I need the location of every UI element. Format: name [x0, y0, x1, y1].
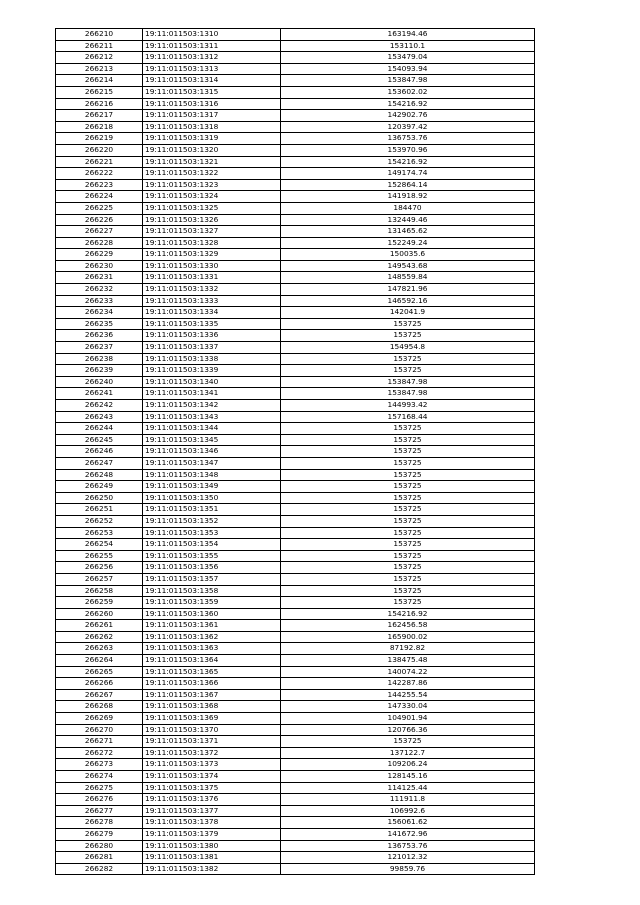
value-cell: 153602.02 [281, 86, 535, 98]
row-number-cell: 266255 [56, 550, 143, 562]
cadastral-number-cell: 19:11:011503:1318 [143, 121, 281, 133]
cadastral-number-cell: 19:11:011503:1374 [143, 771, 281, 783]
table-row [56, 550, 535, 562]
value-cell: 140074.22 [281, 666, 535, 678]
cadastral-number-cell: 19:11:011503:1375 [143, 782, 281, 794]
cadastral-number-cell: 19:11:011503:1363 [143, 643, 281, 655]
value-cell: 109206.24 [281, 759, 535, 771]
cadastral-number-cell: 19:11:011503:1321 [143, 156, 281, 168]
value-cell: 147821.96 [281, 284, 535, 296]
table-row [56, 515, 535, 527]
cadastral-number-cell: 19:11:011503:1346 [143, 446, 281, 458]
value-cell: 153847.98 [281, 75, 535, 87]
data-table [55, 28, 535, 875]
table-row [56, 226, 535, 238]
value-cell: 149543.68 [281, 260, 535, 272]
row-number-cell: 266212 [56, 52, 143, 64]
value-cell: 153725 [281, 736, 535, 748]
cadastral-number-cell: 19:11:011503:1355 [143, 550, 281, 562]
value-cell: 165900.02 [281, 631, 535, 643]
value-cell: 141918.92 [281, 191, 535, 203]
cadastral-number-cell: 19:11:011503:1334 [143, 307, 281, 319]
row-number-cell: 266278 [56, 817, 143, 829]
table-row [56, 597, 535, 609]
cadastral-number-cell: 19:11:011503:1365 [143, 666, 281, 678]
row-number-cell: 266270 [56, 724, 143, 736]
row-number-cell: 266271 [56, 736, 143, 748]
value-cell: 153725 [281, 446, 535, 458]
table-row [56, 376, 535, 388]
value-cell: 152864.14 [281, 179, 535, 191]
row-number-cell: 266264 [56, 655, 143, 667]
row-number-cell: 266226 [56, 214, 143, 226]
cadastral-number-cell: 19:11:011503:1316 [143, 98, 281, 110]
value-cell: 154954.8 [281, 342, 535, 354]
row-number-cell: 266222 [56, 168, 143, 180]
value-cell: 153110.1 [281, 40, 535, 52]
value-cell: 153725 [281, 365, 535, 377]
value-cell: 153725 [281, 469, 535, 481]
cadastral-number-cell: 19:11:011503:1311 [143, 40, 281, 52]
cadastral-number-cell: 19:11:011503:1369 [143, 713, 281, 725]
value-cell: 156061.62 [281, 817, 535, 829]
value-cell: 142041.9 [281, 307, 535, 319]
row-number-cell: 266236 [56, 330, 143, 342]
table-row [56, 539, 535, 551]
row-number-cell: 266227 [56, 226, 143, 238]
cadastral-number-cell: 19:11:011503:1381 [143, 852, 281, 864]
row-number-cell: 266267 [56, 689, 143, 701]
row-number-cell: 266276 [56, 794, 143, 806]
row-number-cell: 266223 [56, 179, 143, 191]
row-number-cell: 266262 [56, 631, 143, 643]
value-cell: 146592.16 [281, 295, 535, 307]
cadastral-number-cell: 19:11:011503:1354 [143, 539, 281, 551]
value-cell: 153725 [281, 585, 535, 597]
row-number-cell: 266266 [56, 678, 143, 690]
cadastral-number-cell: 19:11:011503:1368 [143, 701, 281, 713]
table-row [56, 689, 535, 701]
table-row [56, 863, 535, 875]
value-cell: 150035.6 [281, 249, 535, 261]
table-row [56, 608, 535, 620]
value-cell: 87192.82 [281, 643, 535, 655]
table-row [56, 98, 535, 110]
cadastral-number-cell: 19:11:011503:1373 [143, 759, 281, 771]
table-row [56, 63, 535, 75]
table-row [56, 237, 535, 249]
row-number-cell: 266214 [56, 75, 143, 87]
cadastral-number-cell: 19:11:011503:1312 [143, 52, 281, 64]
table-row [56, 110, 535, 122]
value-cell: 154216.92 [281, 156, 535, 168]
value-cell: 114125.44 [281, 782, 535, 794]
cadastral-number-cell: 19:11:011503:1322 [143, 168, 281, 180]
value-cell: 128145.16 [281, 771, 535, 783]
cadastral-number-cell: 19:11:011503:1344 [143, 423, 281, 435]
value-cell: 153725 [281, 423, 535, 435]
value-cell: 142902.76 [281, 110, 535, 122]
row-number-cell: 266260 [56, 608, 143, 620]
row-number-cell: 266210 [56, 29, 143, 41]
table-row [56, 434, 535, 446]
value-cell: 153725 [281, 353, 535, 365]
row-number-cell: 266242 [56, 400, 143, 412]
table-row [56, 736, 535, 748]
table-row [56, 631, 535, 643]
table-row [56, 724, 535, 736]
value-cell: 111911.8 [281, 794, 535, 806]
table-row [56, 794, 535, 806]
table-row [56, 52, 535, 64]
value-cell: 120766.36 [281, 724, 535, 736]
cadastral-number-cell: 19:11:011503:1370 [143, 724, 281, 736]
table-row [56, 759, 535, 771]
cadastral-number-cell: 19:11:011503:1313 [143, 63, 281, 75]
table-row [56, 330, 535, 342]
cadastral-number-cell: 19:11:011503:1378 [143, 817, 281, 829]
cadastral-number-cell: 19:11:011503:1348 [143, 469, 281, 481]
value-cell: 153725 [281, 573, 535, 585]
table-row [56, 666, 535, 678]
cadastral-number-cell: 19:11:011503:1337 [143, 342, 281, 354]
table-row [56, 75, 535, 87]
value-cell: 153725 [281, 457, 535, 469]
table-row [56, 249, 535, 261]
table-row [56, 214, 535, 226]
row-number-cell: 266241 [56, 388, 143, 400]
row-number-cell: 266221 [56, 156, 143, 168]
table-row [56, 747, 535, 759]
value-cell: 141672.96 [281, 828, 535, 840]
table-row [56, 620, 535, 632]
cadastral-number-cell: 19:11:011503:1329 [143, 249, 281, 261]
value-cell: 144255.54 [281, 689, 535, 701]
cadastral-number-cell: 19:11:011503:1315 [143, 86, 281, 98]
cadastral-number-cell: 19:11:011503:1323 [143, 179, 281, 191]
row-number-cell: 266261 [56, 620, 143, 632]
table-row [56, 29, 535, 41]
value-cell: 184470 [281, 202, 535, 214]
cadastral-number-cell: 19:11:011503:1333 [143, 295, 281, 307]
cadastral-number-cell: 19:11:011503:1345 [143, 434, 281, 446]
row-number-cell: 266230 [56, 260, 143, 272]
table-row [56, 272, 535, 284]
table-row [56, 133, 535, 145]
row-number-cell: 266213 [56, 63, 143, 75]
value-cell: 163194.46 [281, 29, 535, 41]
cadastral-number-cell: 19:11:011503:1336 [143, 330, 281, 342]
row-number-cell: 266237 [56, 342, 143, 354]
table-row [56, 782, 535, 794]
value-cell: 131465.62 [281, 226, 535, 238]
value-cell: 132449.46 [281, 214, 535, 226]
table-row [56, 828, 535, 840]
cadastral-number-cell: 19:11:011503:1356 [143, 562, 281, 574]
row-number-cell: 266256 [56, 562, 143, 574]
value-cell: 149174.74 [281, 168, 535, 180]
row-number-cell: 266229 [56, 249, 143, 261]
row-number-cell: 266258 [56, 585, 143, 597]
value-cell: 153725 [281, 515, 535, 527]
row-number-cell: 266248 [56, 469, 143, 481]
row-number-cell: 266263 [56, 643, 143, 655]
cadastral-number-cell: 19:11:011503:1351 [143, 504, 281, 516]
value-cell: 153725 [281, 330, 535, 342]
cadastral-number-cell: 19:11:011503:1340 [143, 376, 281, 388]
cadastral-number-cell: 19:11:011503:1331 [143, 272, 281, 284]
cadastral-number-cell: 19:11:011503:1377 [143, 805, 281, 817]
value-cell: 152249.24 [281, 237, 535, 249]
table-row [56, 260, 535, 272]
row-number-cell: 266225 [56, 202, 143, 214]
table-row [56, 156, 535, 168]
table-row [56, 202, 535, 214]
row-number-cell: 266254 [56, 539, 143, 551]
table-row [56, 144, 535, 156]
table-row [56, 701, 535, 713]
row-number-cell: 266220 [56, 144, 143, 156]
document-page [55, 28, 531, 875]
value-cell: 121012.32 [281, 852, 535, 864]
value-cell: 147330.04 [281, 701, 535, 713]
row-number-cell: 266219 [56, 133, 143, 145]
row-number-cell: 266235 [56, 318, 143, 330]
value-cell: 153725 [281, 434, 535, 446]
table-row [56, 805, 535, 817]
row-number-cell: 266250 [56, 492, 143, 504]
table-row [56, 295, 535, 307]
row-number-cell: 266244 [56, 423, 143, 435]
cadastral-number-cell: 19:11:011503:1359 [143, 597, 281, 609]
cadastral-number-cell: 19:11:011503:1327 [143, 226, 281, 238]
row-number-cell: 266269 [56, 713, 143, 725]
cadastral-number-cell: 19:11:011503:1319 [143, 133, 281, 145]
table-row [56, 527, 535, 539]
table-row [56, 562, 535, 574]
row-number-cell: 266273 [56, 759, 143, 771]
value-cell: 153725 [281, 597, 535, 609]
table-row [56, 342, 535, 354]
cadastral-number-cell: 19:11:011503:1371 [143, 736, 281, 748]
cadastral-number-cell: 19:11:011503:1366 [143, 678, 281, 690]
value-cell: 99859.76 [281, 863, 535, 875]
cadastral-number-cell: 19:11:011503:1358 [143, 585, 281, 597]
row-number-cell: 266217 [56, 110, 143, 122]
table-row [56, 318, 535, 330]
table-row [56, 121, 535, 133]
value-cell: 153479.04 [281, 52, 535, 64]
table-row [56, 840, 535, 852]
cadastral-number-cell: 19:11:011503:1320 [143, 144, 281, 156]
row-number-cell: 266265 [56, 666, 143, 678]
cadastral-number-cell: 19:11:011503:1350 [143, 492, 281, 504]
row-number-cell: 266215 [56, 86, 143, 98]
cadastral-number-cell: 19:11:011503:1380 [143, 840, 281, 852]
value-cell: 148559.84 [281, 272, 535, 284]
value-cell: 154216.92 [281, 608, 535, 620]
value-cell: 106992.6 [281, 805, 535, 817]
value-cell: 153847.98 [281, 376, 535, 388]
table-row [56, 852, 535, 864]
value-cell: 153725 [281, 539, 535, 551]
row-number-cell: 266234 [56, 307, 143, 319]
value-cell: 153725 [281, 550, 535, 562]
table-row [56, 457, 535, 469]
value-cell: 138475.48 [281, 655, 535, 667]
value-cell: 153725 [281, 492, 535, 504]
row-number-cell: 266228 [56, 237, 143, 249]
table-row [56, 40, 535, 52]
table-row [56, 411, 535, 423]
table-row [56, 573, 535, 585]
value-cell: 157168.44 [281, 411, 535, 423]
row-number-cell: 266211 [56, 40, 143, 52]
row-number-cell: 266252 [56, 515, 143, 527]
cadastral-number-cell: 19:11:011503:1379 [143, 828, 281, 840]
value-cell: 153970.96 [281, 144, 535, 156]
cadastral-number-cell: 19:11:011503:1324 [143, 191, 281, 203]
row-number-cell: 266233 [56, 295, 143, 307]
cadastral-number-cell: 19:11:011503:1362 [143, 631, 281, 643]
row-number-cell: 266249 [56, 481, 143, 493]
table-row [56, 307, 535, 319]
table-row [56, 713, 535, 725]
row-number-cell: 266216 [56, 98, 143, 110]
table-row [56, 400, 535, 412]
cadastral-number-cell: 19:11:011503:1310 [143, 29, 281, 41]
value-cell: 153725 [281, 504, 535, 516]
cadastral-number-cell: 19:11:011503:1338 [143, 353, 281, 365]
value-cell: 120397.42 [281, 121, 535, 133]
row-number-cell: 266275 [56, 782, 143, 794]
row-number-cell: 266243 [56, 411, 143, 423]
table-row [56, 771, 535, 783]
table-row [56, 655, 535, 667]
table-row [56, 388, 535, 400]
table-row [56, 446, 535, 458]
row-number-cell: 266280 [56, 840, 143, 852]
row-number-cell: 266224 [56, 191, 143, 203]
cadastral-number-cell: 19:11:011503:1314 [143, 75, 281, 87]
cadastral-number-cell: 19:11:011503:1317 [143, 110, 281, 122]
row-number-cell: 266281 [56, 852, 143, 864]
table-row [56, 585, 535, 597]
row-number-cell: 266253 [56, 527, 143, 539]
table-row [56, 168, 535, 180]
value-cell: 153725 [281, 562, 535, 574]
value-cell: 153725 [281, 527, 535, 539]
cadastral-number-cell: 19:11:011503:1330 [143, 260, 281, 272]
row-number-cell: 266247 [56, 457, 143, 469]
cadastral-number-cell: 19:11:011503:1326 [143, 214, 281, 226]
table-row [56, 643, 535, 655]
cadastral-number-cell: 19:11:011503:1325 [143, 202, 281, 214]
value-cell: 104901.94 [281, 713, 535, 725]
value-cell: 154093.94 [281, 63, 535, 75]
cadastral-number-cell: 19:11:011503:1364 [143, 655, 281, 667]
value-cell: 144993.42 [281, 400, 535, 412]
cadastral-number-cell: 19:11:011503:1357 [143, 573, 281, 585]
cadastral-number-cell: 19:11:011503:1343 [143, 411, 281, 423]
cadastral-number-cell: 19:11:011503:1349 [143, 481, 281, 493]
table-row [56, 191, 535, 203]
value-cell: 153847.98 [281, 388, 535, 400]
cadastral-number-cell: 19:11:011503:1335 [143, 318, 281, 330]
row-number-cell: 266245 [56, 434, 143, 446]
cadastral-number-cell: 19:11:011503:1376 [143, 794, 281, 806]
table-row [56, 353, 535, 365]
row-number-cell: 266257 [56, 573, 143, 585]
value-cell: 136753.76 [281, 840, 535, 852]
table-row [56, 365, 535, 377]
value-cell: 153725 [281, 318, 535, 330]
value-cell: 154216.92 [281, 98, 535, 110]
cadastral-number-cell: 19:11:011503:1353 [143, 527, 281, 539]
table-row [56, 86, 535, 98]
row-number-cell: 266282 [56, 863, 143, 875]
value-cell: 137122.7 [281, 747, 535, 759]
table-body [56, 29, 535, 875]
cadastral-number-cell: 19:11:011503:1361 [143, 620, 281, 632]
row-number-cell: 266239 [56, 365, 143, 377]
value-cell: 142287.86 [281, 678, 535, 690]
row-number-cell: 266238 [56, 353, 143, 365]
value-cell: 136753.76 [281, 133, 535, 145]
cadastral-number-cell: 19:11:011503:1360 [143, 608, 281, 620]
cadastral-number-cell: 19:11:011503:1332 [143, 284, 281, 296]
row-number-cell: 266218 [56, 121, 143, 133]
table-row [56, 492, 535, 504]
row-number-cell: 266259 [56, 597, 143, 609]
cadastral-number-cell: 19:11:011503:1367 [143, 689, 281, 701]
table-row [56, 469, 535, 481]
row-number-cell: 266231 [56, 272, 143, 284]
value-cell: 153725 [281, 481, 535, 493]
row-number-cell: 266246 [56, 446, 143, 458]
row-number-cell: 266272 [56, 747, 143, 759]
row-number-cell: 266268 [56, 701, 143, 713]
table-row [56, 678, 535, 690]
cadastral-number-cell: 19:11:011503:1347 [143, 457, 281, 469]
row-number-cell: 266232 [56, 284, 143, 296]
table-row [56, 481, 535, 493]
row-number-cell: 266251 [56, 504, 143, 516]
row-number-cell: 266279 [56, 828, 143, 840]
cadastral-number-cell: 19:11:011503:1382 [143, 863, 281, 875]
cadastral-number-cell: 19:11:011503:1342 [143, 400, 281, 412]
cadastral-number-cell: 19:11:011503:1328 [143, 237, 281, 249]
row-number-cell: 266277 [56, 805, 143, 817]
cadastral-number-cell: 19:11:011503:1341 [143, 388, 281, 400]
cadastral-number-cell: 19:11:011503:1352 [143, 515, 281, 527]
cadastral-number-cell: 19:11:011503:1372 [143, 747, 281, 759]
table-row [56, 504, 535, 516]
cadastral-number-cell: 19:11:011503:1339 [143, 365, 281, 377]
value-cell: 162456.58 [281, 620, 535, 632]
table-row [56, 284, 535, 296]
row-number-cell: 266240 [56, 376, 143, 388]
table-row [56, 423, 535, 435]
table-row [56, 179, 535, 191]
table-row [56, 817, 535, 829]
row-number-cell: 266274 [56, 771, 143, 783]
